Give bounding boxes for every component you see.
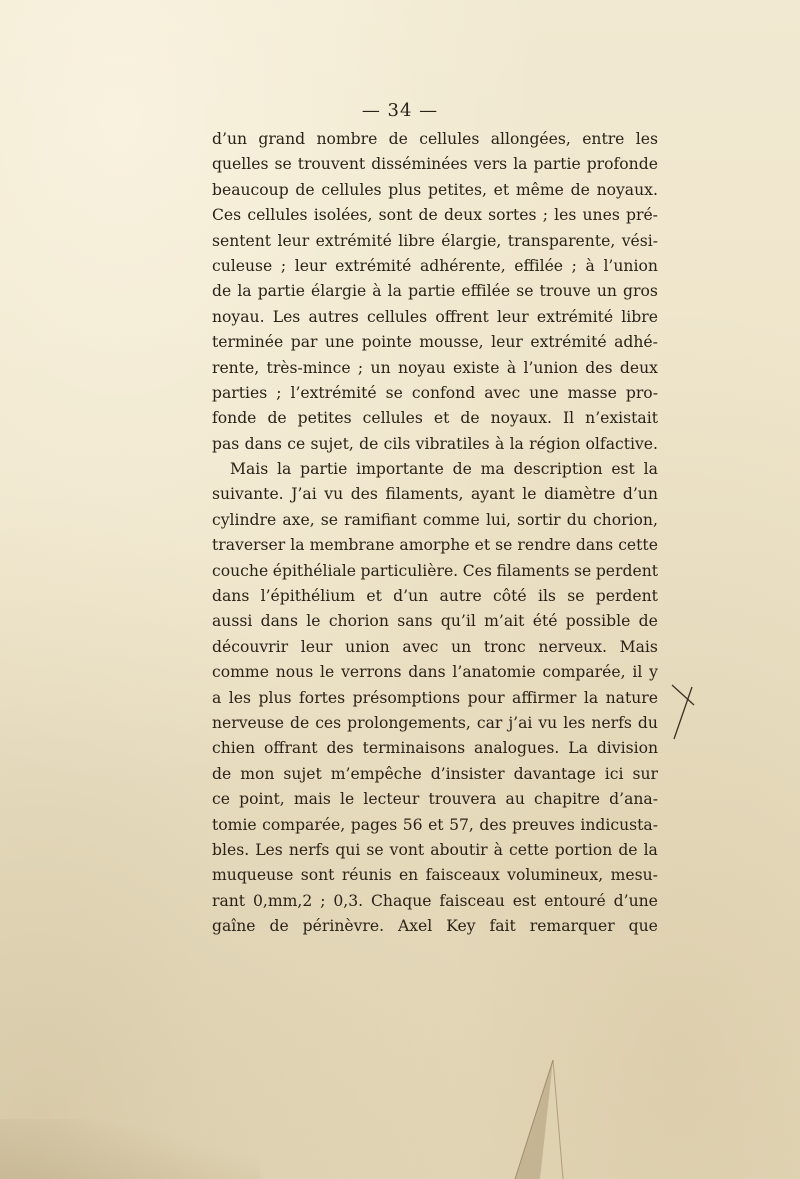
text-line: cylindre axe, se ramifiant comme lui, sortir du chorion, — [212, 510, 658, 529]
text-line: quelles se trouvent disséminées vers la partie profonde — [212, 155, 658, 174]
text-line: suivante. J’ai vu des filaments, ayant le diamètre d’un — [212, 485, 658, 504]
text-line: nerveuse de ces prolongements, car j’ai vu les nerfs du — [212, 713, 658, 732]
text-line: terminée par une pointe mousse, leur extrémité adhé- — [212, 333, 658, 352]
text-line: Ces cellules isolées, sont de deux sortes ; les unes pré- — [212, 206, 658, 225]
margin-pencil-mark — [668, 683, 698, 743]
paper-stain — [0, 1119, 260, 1179]
text-line: gaîne de périnèvre. Axel Key fait remarquer que — [212, 917, 658, 936]
text-line: couche épithéliale particulière. Ces filaments se perdent — [212, 561, 658, 580]
text-line: muqueuse sont réunis en faisceaux volumineux, mesu- — [212, 866, 658, 885]
text-line: aussi dans le chorion sans qu’il m’ait été possible de — [212, 612, 658, 631]
body-text — [212, 127, 658, 940]
text-line: comme nous le verrons dans l’anatomie comparée, il y — [212, 663, 658, 682]
text-line: pas dans ce sujet, de cils vibratiles à la région olfactive. — [212, 434, 658, 453]
paper-crease — [505, 1040, 575, 1179]
text-line: rant 0,mm,2 ; 0,3. Chaque faisceau est entouré d’une — [212, 891, 658, 910]
text-line: beaucoup de cellules plus petites, et même de noyaux. — [212, 180, 658, 199]
page-number: — 34 — — [361, 100, 439, 121]
text-line: fonde de petites cellules et de noyaux. Il n’existait — [212, 409, 658, 428]
text-line: ce point, mais le lecteur trouvera au chapitre d’ana- — [212, 790, 658, 809]
text-line: traverser la membrane amorphe et se rendre dans cette — [212, 536, 658, 555]
text-line: chien offrant des terminaisons analogues. La division — [212, 739, 658, 758]
text-line: dans l’épithélium et d’un autre côté ils se perdent — [212, 587, 658, 606]
text-line: découvrir leur union avec un tronc nerveux. Mais — [212, 637, 658, 656]
text-line: bles. Les nerfs qui se vont aboutir à cette portion de la — [212, 840, 658, 859]
text-line: rente, très-mince ; un noyau existe à l’union des deux — [212, 358, 658, 377]
text-line: parties ; l’extrémité se confond avec une masse pro- — [212, 383, 658, 402]
text-line: culeuse ; leur extrémité adhérente, effilée ; à l’union — [212, 256, 658, 275]
text-line: Mais la partie importante de ma description est la — [230, 460, 658, 479]
text-line: de la partie élargie à la partie effilée se trouve un gros — [212, 282, 658, 301]
text-line: d’un grand nombre de cellules allongées, entre les — [212, 130, 658, 148]
text-line: tomie comparée, pages 56 et 57, des preuves indicusta- — [212, 815, 658, 834]
text-line: sentent leur extrémité libre élargie, transparente, vési- — [212, 231, 658, 250]
text-line: noyau. Les autres cellules offrent leur extrémité libre — [212, 307, 658, 326]
text-line: a les plus fortes présomptions pour affirmer la nature — [212, 688, 658, 707]
text-line: de mon sujet m’empêche d’insister davantage ici sur — [212, 764, 658, 783]
